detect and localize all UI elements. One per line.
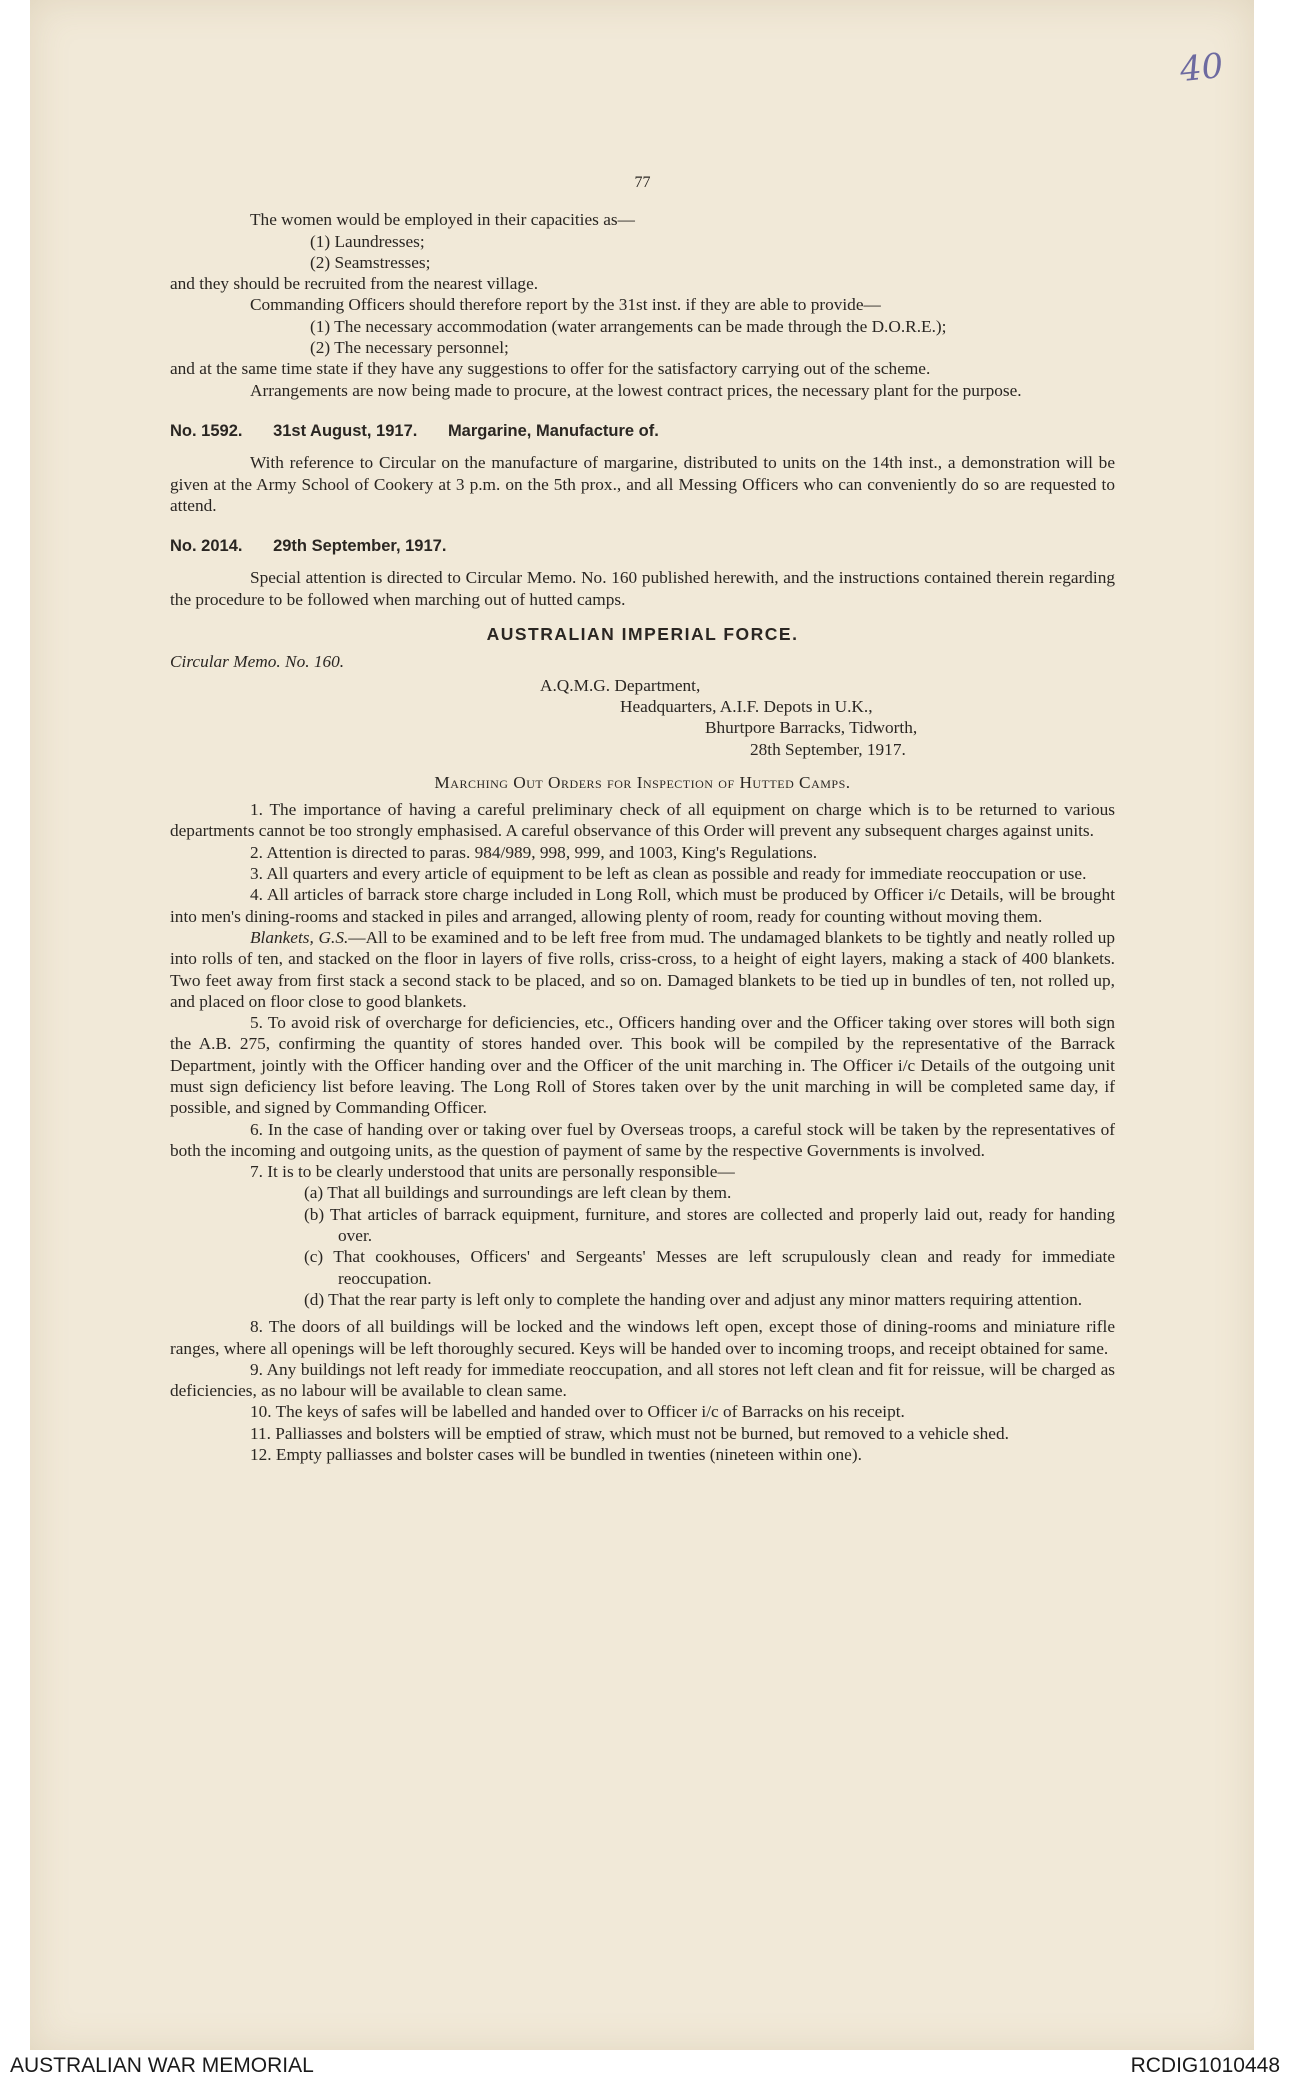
- footer-institution: AUSTRALIAN WAR MEMORIAL: [10, 2054, 314, 2077]
- memo-hq: Headquarters, A.I.F. Depots in U.K.,: [620, 696, 873, 716]
- memo-barracks: Bhurtpore Barracks, Tidworth,: [705, 718, 918, 738]
- memo-paragraph-6: 6. In the case of handing over or taking over fuel by Overseas troops, a careful stock will be taken by the representatives of both the incoming and outgoing units, as the question of payment of same by the respective Governments is involved.: [170, 1119, 1115, 1160]
- responsibility-item: (b) That articles of barrack equipment, furniture, and stores are collected and properly laid out, ready for handing over.: [304, 1204, 1115, 1246]
- memo-paragraph-5: 5. To avoid risk of overcharge for deficiencies, etc., Officers handing over and the Officer taking over stores will both sign the A.B. 275, confirming the quantity of stores handed over. This book will be compiled by the representative of the Barrack Department, jointly with the Officer handing over and the Officer of the unit marching in. The Officer i/c Details of the outgoing unit must sign deficiency list before leaving. The Long Roll of Stores taken over by the unit marching in will be completed same day, if possible, and signed by Commanding Officer.: [170, 1013, 1115, 1118]
- order-text-1592: With reference to Circular on the manufacture of margarine, distributed to units on the 14th inst., a demonstration will be given at the Army School of Cookery at 3 p.m. on the 5th prox., and all Messing Officers who can conveniently do so are requested to attend.: [170, 453, 1115, 515]
- responsibility-item: (d) That the rear party is left only to complete the handing over and adjust any minor matters requiring attention.: [304, 1289, 1083, 1309]
- provide-item: (2) The necessary personnel;: [310, 338, 509, 358]
- memo-paragraph-7: 7. It is to be clearly understood that units are personally responsible—: [250, 1162, 735, 1182]
- responsibility-item: (c) That cookhouses, Officers' and Sergeants' Messes are left scrupulously clean and ready for immediate reoccupation.: [304, 1247, 1115, 1288]
- memo-paragraph-3: 3. All quarters and every article of equipment to be left as clean as possible and ready for immediate reoccupation or use.: [250, 864, 1087, 884]
- page-content: [170, 172, 1115, 1465]
- memo-paragraph-2: 2. Attention is directed to paras. 984/989, 998, 999, and 1003, King's Regulations.: [250, 842, 818, 862]
- intro-item: (2) Seamstresses;: [310, 252, 431, 272]
- order-number: No. 1592.: [170, 421, 243, 440]
- order-date: 29th September, 1917.: [273, 537, 447, 556]
- intro-after: and they should be recruited from the nearest village.: [170, 274, 539, 294]
- provide-item: (1) The necessary accommodation (water arrangements can be made through the D.O.R.E.);: [310, 316, 947, 336]
- order-heading-2014: [170, 536, 1115, 557]
- order-subject: Margarine, Manufacture of.: [447, 421, 659, 440]
- memo-dept: A.Q.M.G. Department,: [540, 675, 701, 695]
- memo-paragraph-4b: [170, 927, 1115, 1012]
- memo-paragraph-11: 11. Palliasses and bolsters will be emptied of straw, which must not be burned, but removed to a vehicle shed.: [250, 1423, 1009, 1443]
- memo-paragraph-1: 1. The importance of having a careful preliminary check of all equipment on charge which is to be returned to various departments cannot be too strongly emphasised. A careful observance of this Order will prevent any subsequent charges against units.: [170, 800, 1115, 841]
- memo-force-title: AUSTRALIAN IMPERIAL FORCE.: [486, 624, 799, 645]
- intro-item: (1) Laundresses;: [310, 231, 425, 251]
- intro-arrangements: Arrangements are now being made to procure, at the lowest contract prices, the necessary plant for the purpose.: [250, 380, 1022, 400]
- blankets-label: Blankets, G.S.: [250, 927, 349, 947]
- footer-record-id: RCDIG1010448: [1130, 2054, 1280, 2077]
- memo-paragraph-4: 4. All articles of barrack store charge included in Long Roll, which must be produced by Officer i/c Details, will be brought into men's dining-rooms and stacked in piles and arranged, allowing plenty of room, ready for counting without moving them.: [170, 885, 1115, 926]
- order-text-2014: Special attention is directed to Circular Memo. No. 160 published herewith, and the instructions contained therein regarding the procedure to be followed when marching out of hutted camps.: [170, 568, 1115, 609]
- handwritten-folio-number: 40: [1178, 45, 1226, 91]
- blankets-text: —All to be examined and to be left free from mud. The undamaged blankets to be tightly and neatly rolled up into rolls of ten, and stacked on the floor in layers of five rolls, criss-cross, to a height of eight layers, making a stack of 400 blankets. Two feet away from first stack a second stack to be placed, and so on. Damaged blankets to be tied up in bundles of ten, not rolled up, and placed on floor close to good blankets.: [170, 927, 1115, 1011]
- responsibility-item: (a) That all buildings and surroundings are left clean by them.: [304, 1183, 732, 1203]
- memo-circular: Circular Memo. No. 160.: [170, 652, 345, 672]
- intro-report: Commanding Officers should therefore report by the 31st inst. if they are able to provide—: [250, 295, 881, 315]
- document-page: [30, 0, 1254, 2052]
- order-heading-1592: [170, 421, 1115, 442]
- intro-same-time: and at the same time state if they have any suggestions to offer for the satisfactory carrying out of the scheme.: [170, 359, 931, 379]
- memo-paragraph-12: 12. Empty palliasses and bolster cases will be bundled in twenties (nineteen within one).: [250, 1445, 862, 1465]
- archive-footer: [0, 2050, 1294, 2082]
- order-number: No. 2014.: [170, 537, 243, 556]
- memo-paragraph-10: 10. The keys of safes will be labelled and handed over to Officer i/c of Barracks on his receipt.: [250, 1402, 905, 1422]
- memo-paragraph-9: 9. Any buildings not left ready for immediate reoccupation, and all stores not left clean and fit for reissue, will be charged as deficiencies, as no labour will be available to clean same.: [170, 1359, 1115, 1401]
- intro-line: The women would be employed in their capacities as—: [250, 210, 635, 230]
- memo-paragraph-8: 8. The doors of all buildings will be locked and the windows left open, except those of dining-rooms and miniature rifle ranges, where all openings will be left thoroughly secured. Keys will be handed over to incoming troops, and receipt obtained for same.: [170, 1317, 1115, 1358]
- memo-subtitle: Marching Out Orders for Inspection of Hutted Camps.: [434, 772, 851, 792]
- order-date: 31st August, 1917.: [273, 421, 418, 440]
- page-number: 77: [634, 174, 651, 191]
- memo-date: 28th September, 1917.: [750, 739, 906, 759]
